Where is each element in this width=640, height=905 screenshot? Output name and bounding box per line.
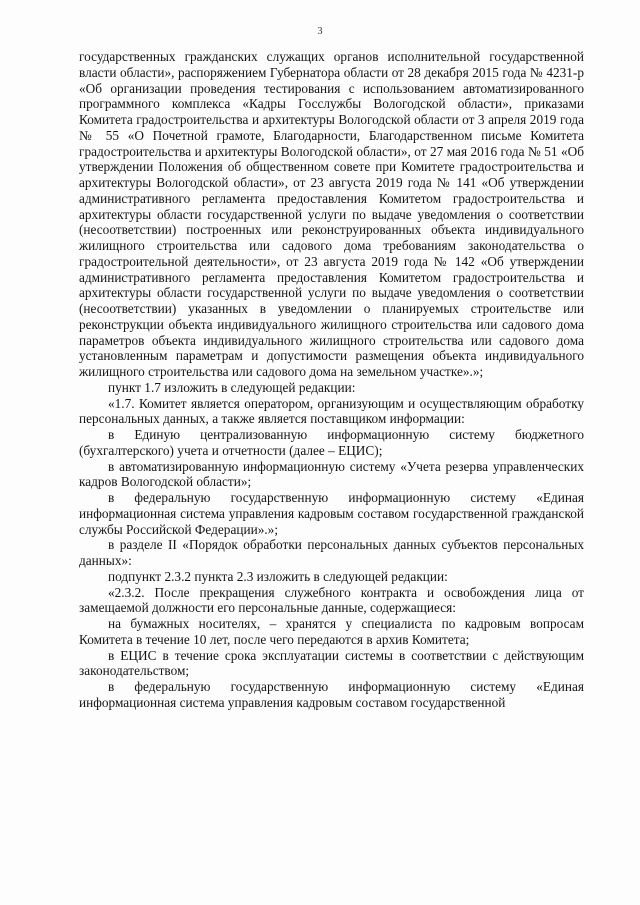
page-number: 3: [317, 26, 323, 37]
paragraph: «1.7. Комитет является оператором, организующим и осуществляющим обработку персональных данных, а также является поставщиком информации:: [79, 395, 584, 427]
paragraph: в Единую централизованную информационную систему бюджетного (бухгалтерского) учета и отчетности (далее – ЕЦИС);: [79, 427, 584, 458]
paragraph: на бумажных носителях, – хранятся у специалиста по кадровым вопросам Комитета в течение 10 лет, после чего передаются в архив Комитета;: [79, 616, 584, 647]
paragraph: в федеральную государственную информационную систему «Единая информационная система управления кадровым составом государственной гражданской службы Российской Федерации».»;: [79, 490, 584, 537]
paragraph: пункт 1.7 изложить в следующей редакции:: [108, 379, 356, 395]
paragraph: в федеральную государственную информационную систему «Единая информационная система управления кадровым составом государственной: [79, 679, 584, 710]
paragraph: подпункт 2.3.2 пункта 2.3 изложить в следующей редакции:: [108, 568, 448, 584]
paragraph: в автоматизированную информационную систему «Учета резерва управленческих кадров Вологодской области»;: [79, 458, 584, 490]
paragraph: государственных гражданских служащих органов исполнительной государственной власти области», распоряжением Губернатора области от 28 декабря 2015 года № 4231-р «Об организации проведения тестирования с использованием автоматизированного программного комплекса «Кадры Госслужбы Вологодской области», приказами Комитета градостроительства и архитектуры Вологодской области от 3 апреля 2019 года № 55 «О Почетной грамоте, Благодарности, Благодарственном письме Комитета градостроительства и архитектуры Вологодской области», от 27 мая 2016 года № 51 «Об утверждении Положения об общественном совете при Комитете градостроительства и архитектуры Вологодской области», от 23 августа 2019 года № 141 «Об утверждении административного регламента предоставления Комитетом градостроительства и архитектуры области государственной услуги по выдаче уведомления о соответствии (несоответствии) построенных или реконструированных объекта индивидуального жилищного строительства или садового дома требованиям законодательства о градостроительной деятельности», от 23 августа 2019 года № 142 «Об утверждении административного регламента предоставления Комитетом градостроительства и архитектуры области государственной услуги по выдаче уведомления о соответствии (несоответствии) указанных в уведомлении о планируемых строительстве или реконструкции объекта индивидуального жилищного строительства или садового дома параметров объекта индивидуального жилищного строительства или садового дома установленным параметрам и допустимости размещения объекта индивидуального жилищного строительства или садового дома на земельном участке».»;: [79, 49, 584, 379]
paragraph: «2.3.2. После прекращения служебного контракта и освобождения лица от замещаемой должности его персональные данные, содержащиеся:: [79, 584, 584, 616]
paragraph: в ЕЦИС в течение срока эксплуатации системы в соответствии с действующим законодательством;: [79, 647, 584, 679]
document-body: [79, 49, 584, 711]
paragraph: в разделе II «Порядок обработки персональных данных субъектов персональных данных»:: [79, 537, 584, 568]
